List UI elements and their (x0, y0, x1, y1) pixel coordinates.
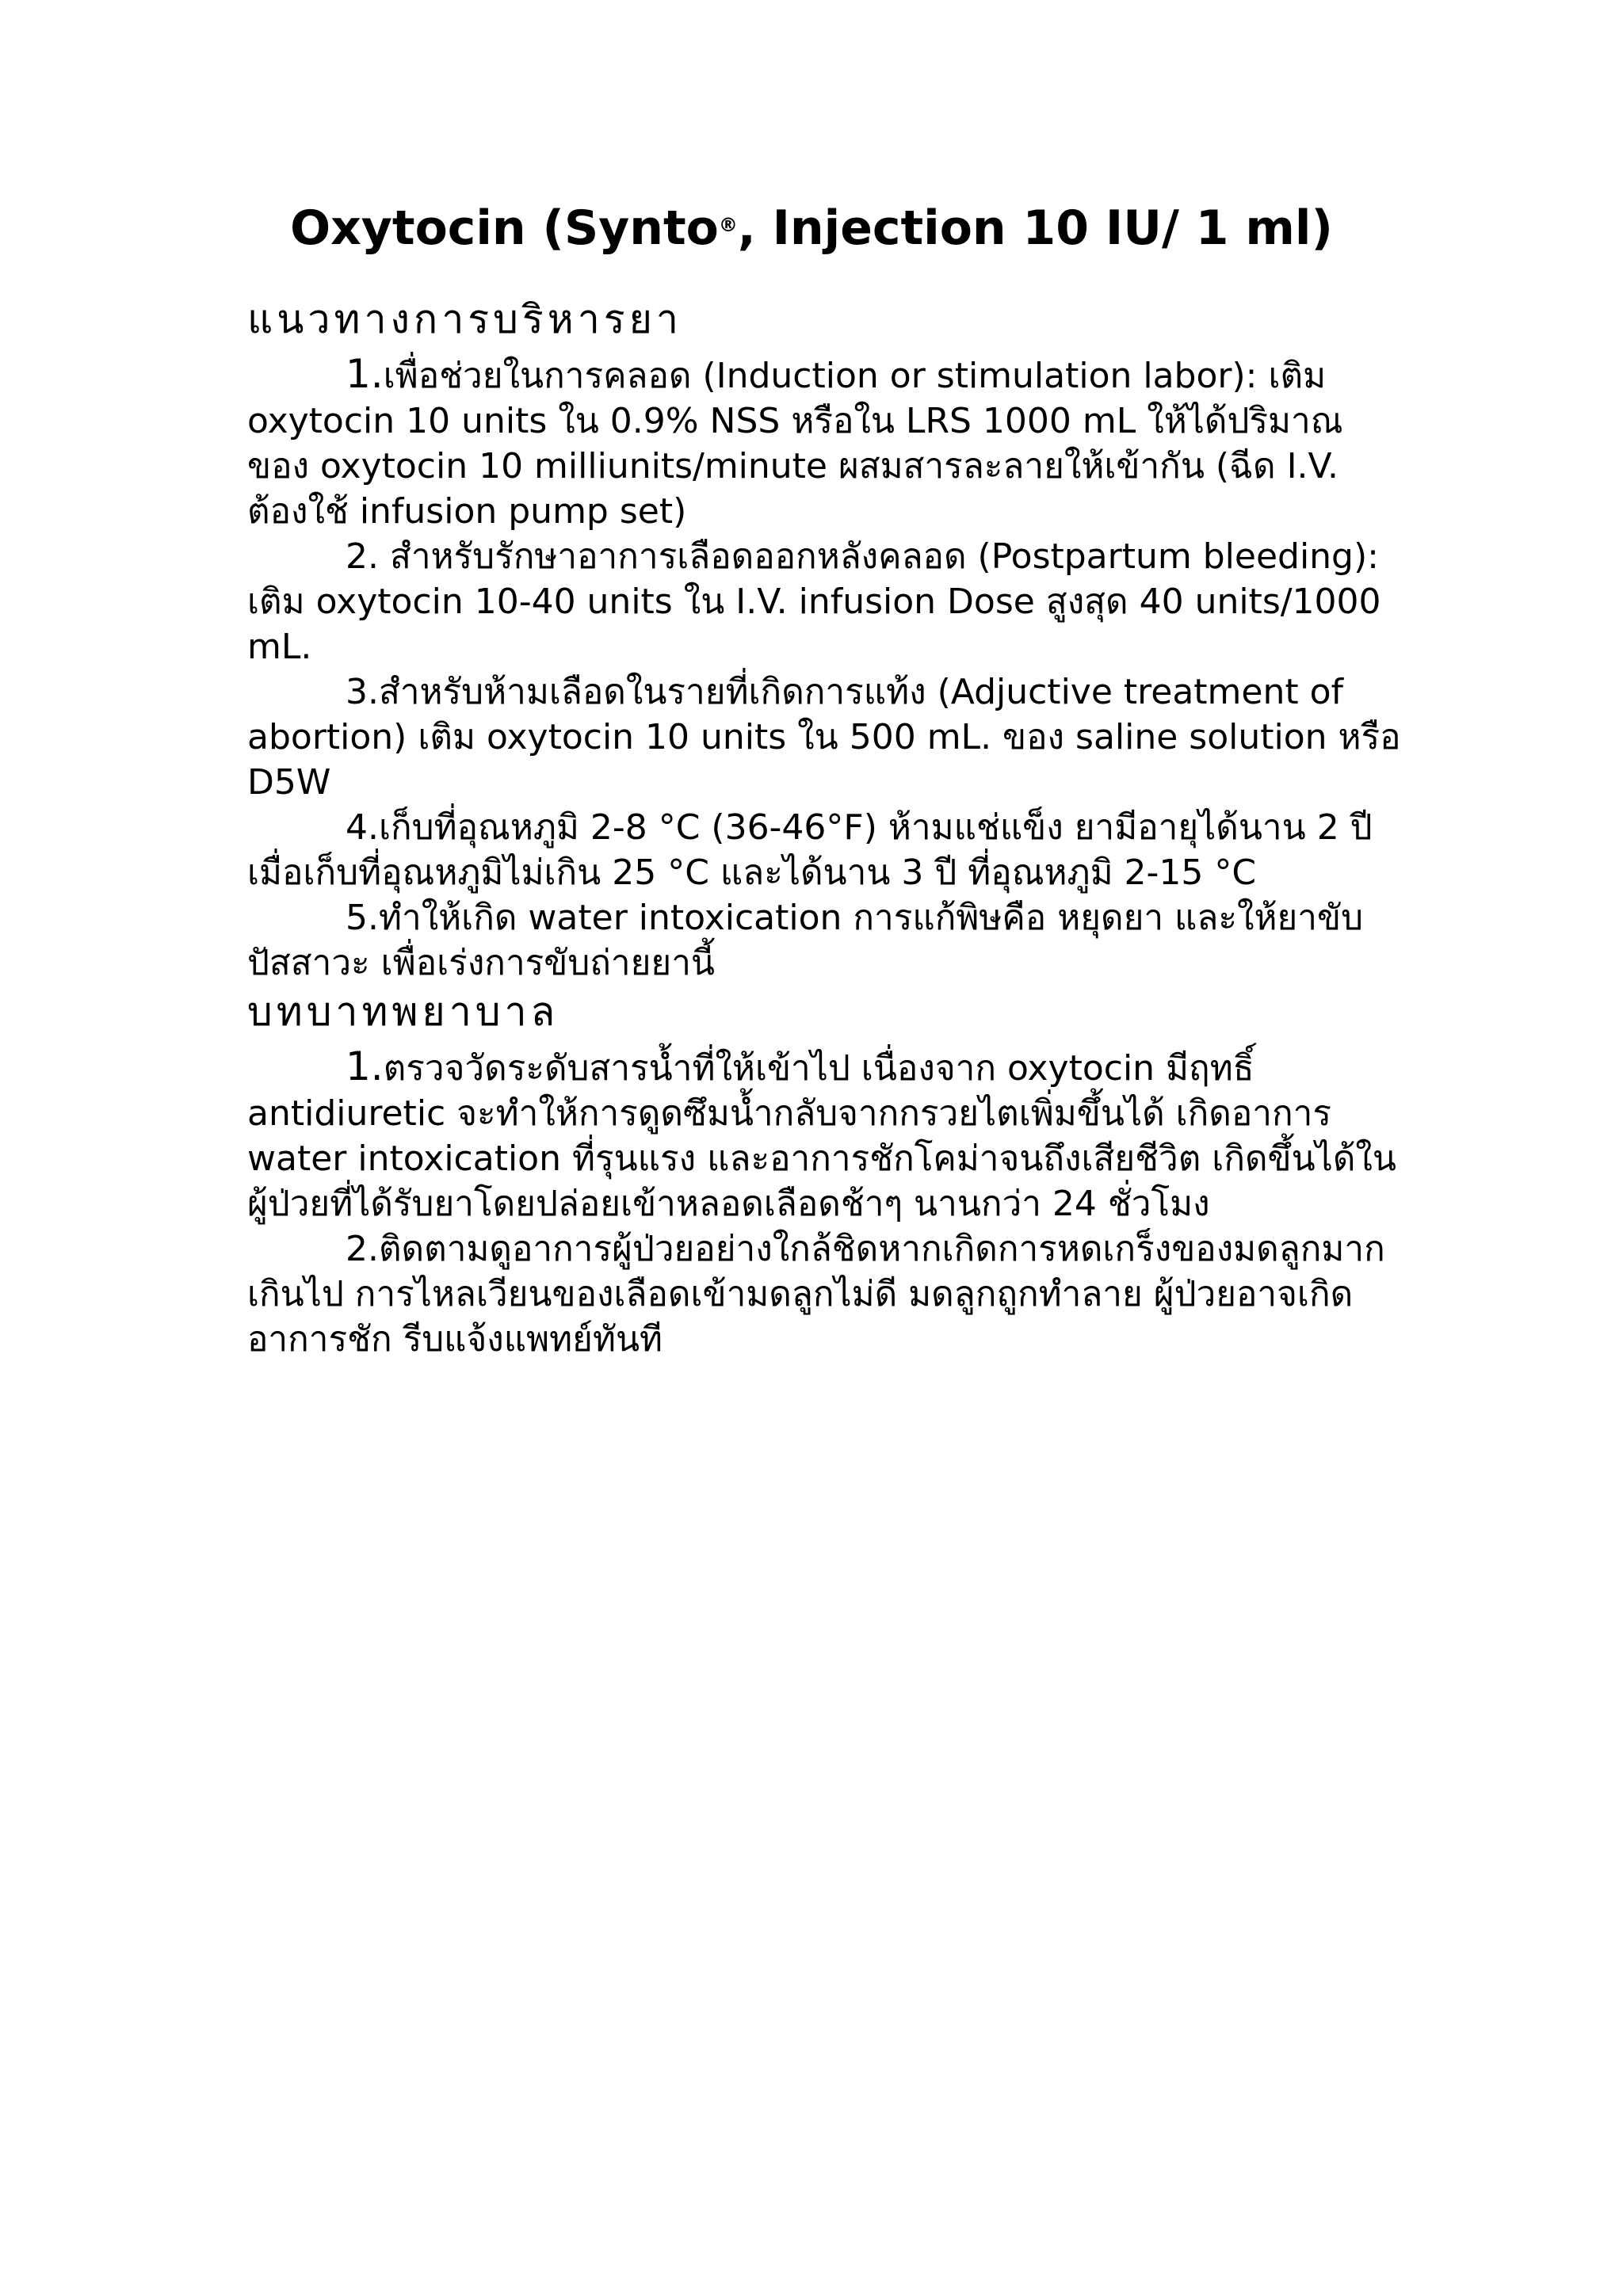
item-text: สำหรับรักษาอาการเลือดออกหลังคลอด (Postpartum bleeding): เติม oxytocin 10-40 units ใน I.V. infusion Dose สูงสุด 40 units/1000 mL. (247, 536, 1381, 667)
item-text: ติดตามดูอาการผู้ป่วยอย่างใกล้ชิดหากเกิดการหดเกร็งของมดลูกมากเกินไป การไหลเวียนของเลือดเข้ามดลูกไม่ดี มดลูกถูกทำลาย ผู้ป่วยอาจเกิดอาการชัก รีบแจ้งแพทย์ทันที (247, 1229, 1385, 1360)
item-text: เก็บที่อุณหภูมิ 2-8 °C (36-46°F) ห้ามแช่แข็ง ยามีอายุได้นาน 2 ปี เมื่อเก็บที่อุณหภูมิไม่เกิน 25 °C และได้นาน 3 ปี ที่อุณหภูมิ 2-15 °C (247, 807, 1373, 893)
item-number: 4. (346, 807, 379, 848)
item-number: 1. (346, 1043, 384, 1089)
section-heading-nursing-role: บทบาทพยาบาล (247, 989, 559, 1035)
title-main: Oxytocin (Synto (290, 200, 719, 256)
administration-item-2 (247, 534, 1404, 669)
item-number: 1. (346, 351, 384, 397)
item-text: สำหรับห้ามเลือดในรายที่เกิดการแท้ง (Adjuctive treatment of abortion) เติม oxytocin 10 units ใน 500 mL. ของ saline solution หรือ D5W (247, 672, 1401, 803)
item-number: 2. (346, 536, 379, 577)
administration-item-5 (247, 895, 1404, 986)
item-text: ตรวจวัดระดับสารน้ำที่ให้เข้าไป เนื่องจาก oxytocin มีฤทธิ์ antidiuretic จะทำให้การดูดซึมน้ำกลับจากกรวยไตเพิ่มขึ้นได้ เกิดอาการ water intoxication ที่รุนแรง และอาการชักโคม่าจนถึงเสียชีวิต เกิดขึ้นได้ในผู้ป่วยที่ได้รับยาโดยปล่อยเข้าหลอดเลือดช้าๆ นานกว่า 24 ชั่วโมง (247, 1048, 1396, 1224)
administration-item-3 (247, 669, 1404, 805)
item-text: เพื่อช่วยในการคลอด (Induction or stimulation labor): เติม oxytocin 10 units ใน 0.9% NSS หรือใน LRS 1000 mL ให้ได้ปริมาณของ oxytocin 10 milliunits/minute ผสมสารละลายให้เข้ากัน (ฉีด I.V. ต้องใช้ infusion pump set) (247, 356, 1343, 532)
item-number: 3. (346, 672, 379, 712)
administration-item-1 (247, 352, 1404, 534)
item-number: 5. (346, 898, 379, 938)
item-text: ทำให้เกิด water intoxication การแก้พิษคือ หยุดยา และให้ยาขับปัสสาวะ เพื่อเร่งการขับถ่ายยานี้ (247, 898, 1363, 983)
nursing-item-1 (247, 1044, 1404, 1226)
section-heading-administration: แนวทางการบริหารยา (247, 296, 682, 342)
item-number: 2. (346, 1229, 379, 1269)
title-rest: , Injection 10 IU/ 1 ml) (737, 200, 1333, 256)
administration-item-4 (247, 805, 1404, 895)
registered-trademark-mark: ® (718, 214, 738, 236)
document-title (0, 196, 1623, 260)
document-body (247, 293, 1404, 1362)
nursing-item-2 (247, 1226, 1404, 1362)
